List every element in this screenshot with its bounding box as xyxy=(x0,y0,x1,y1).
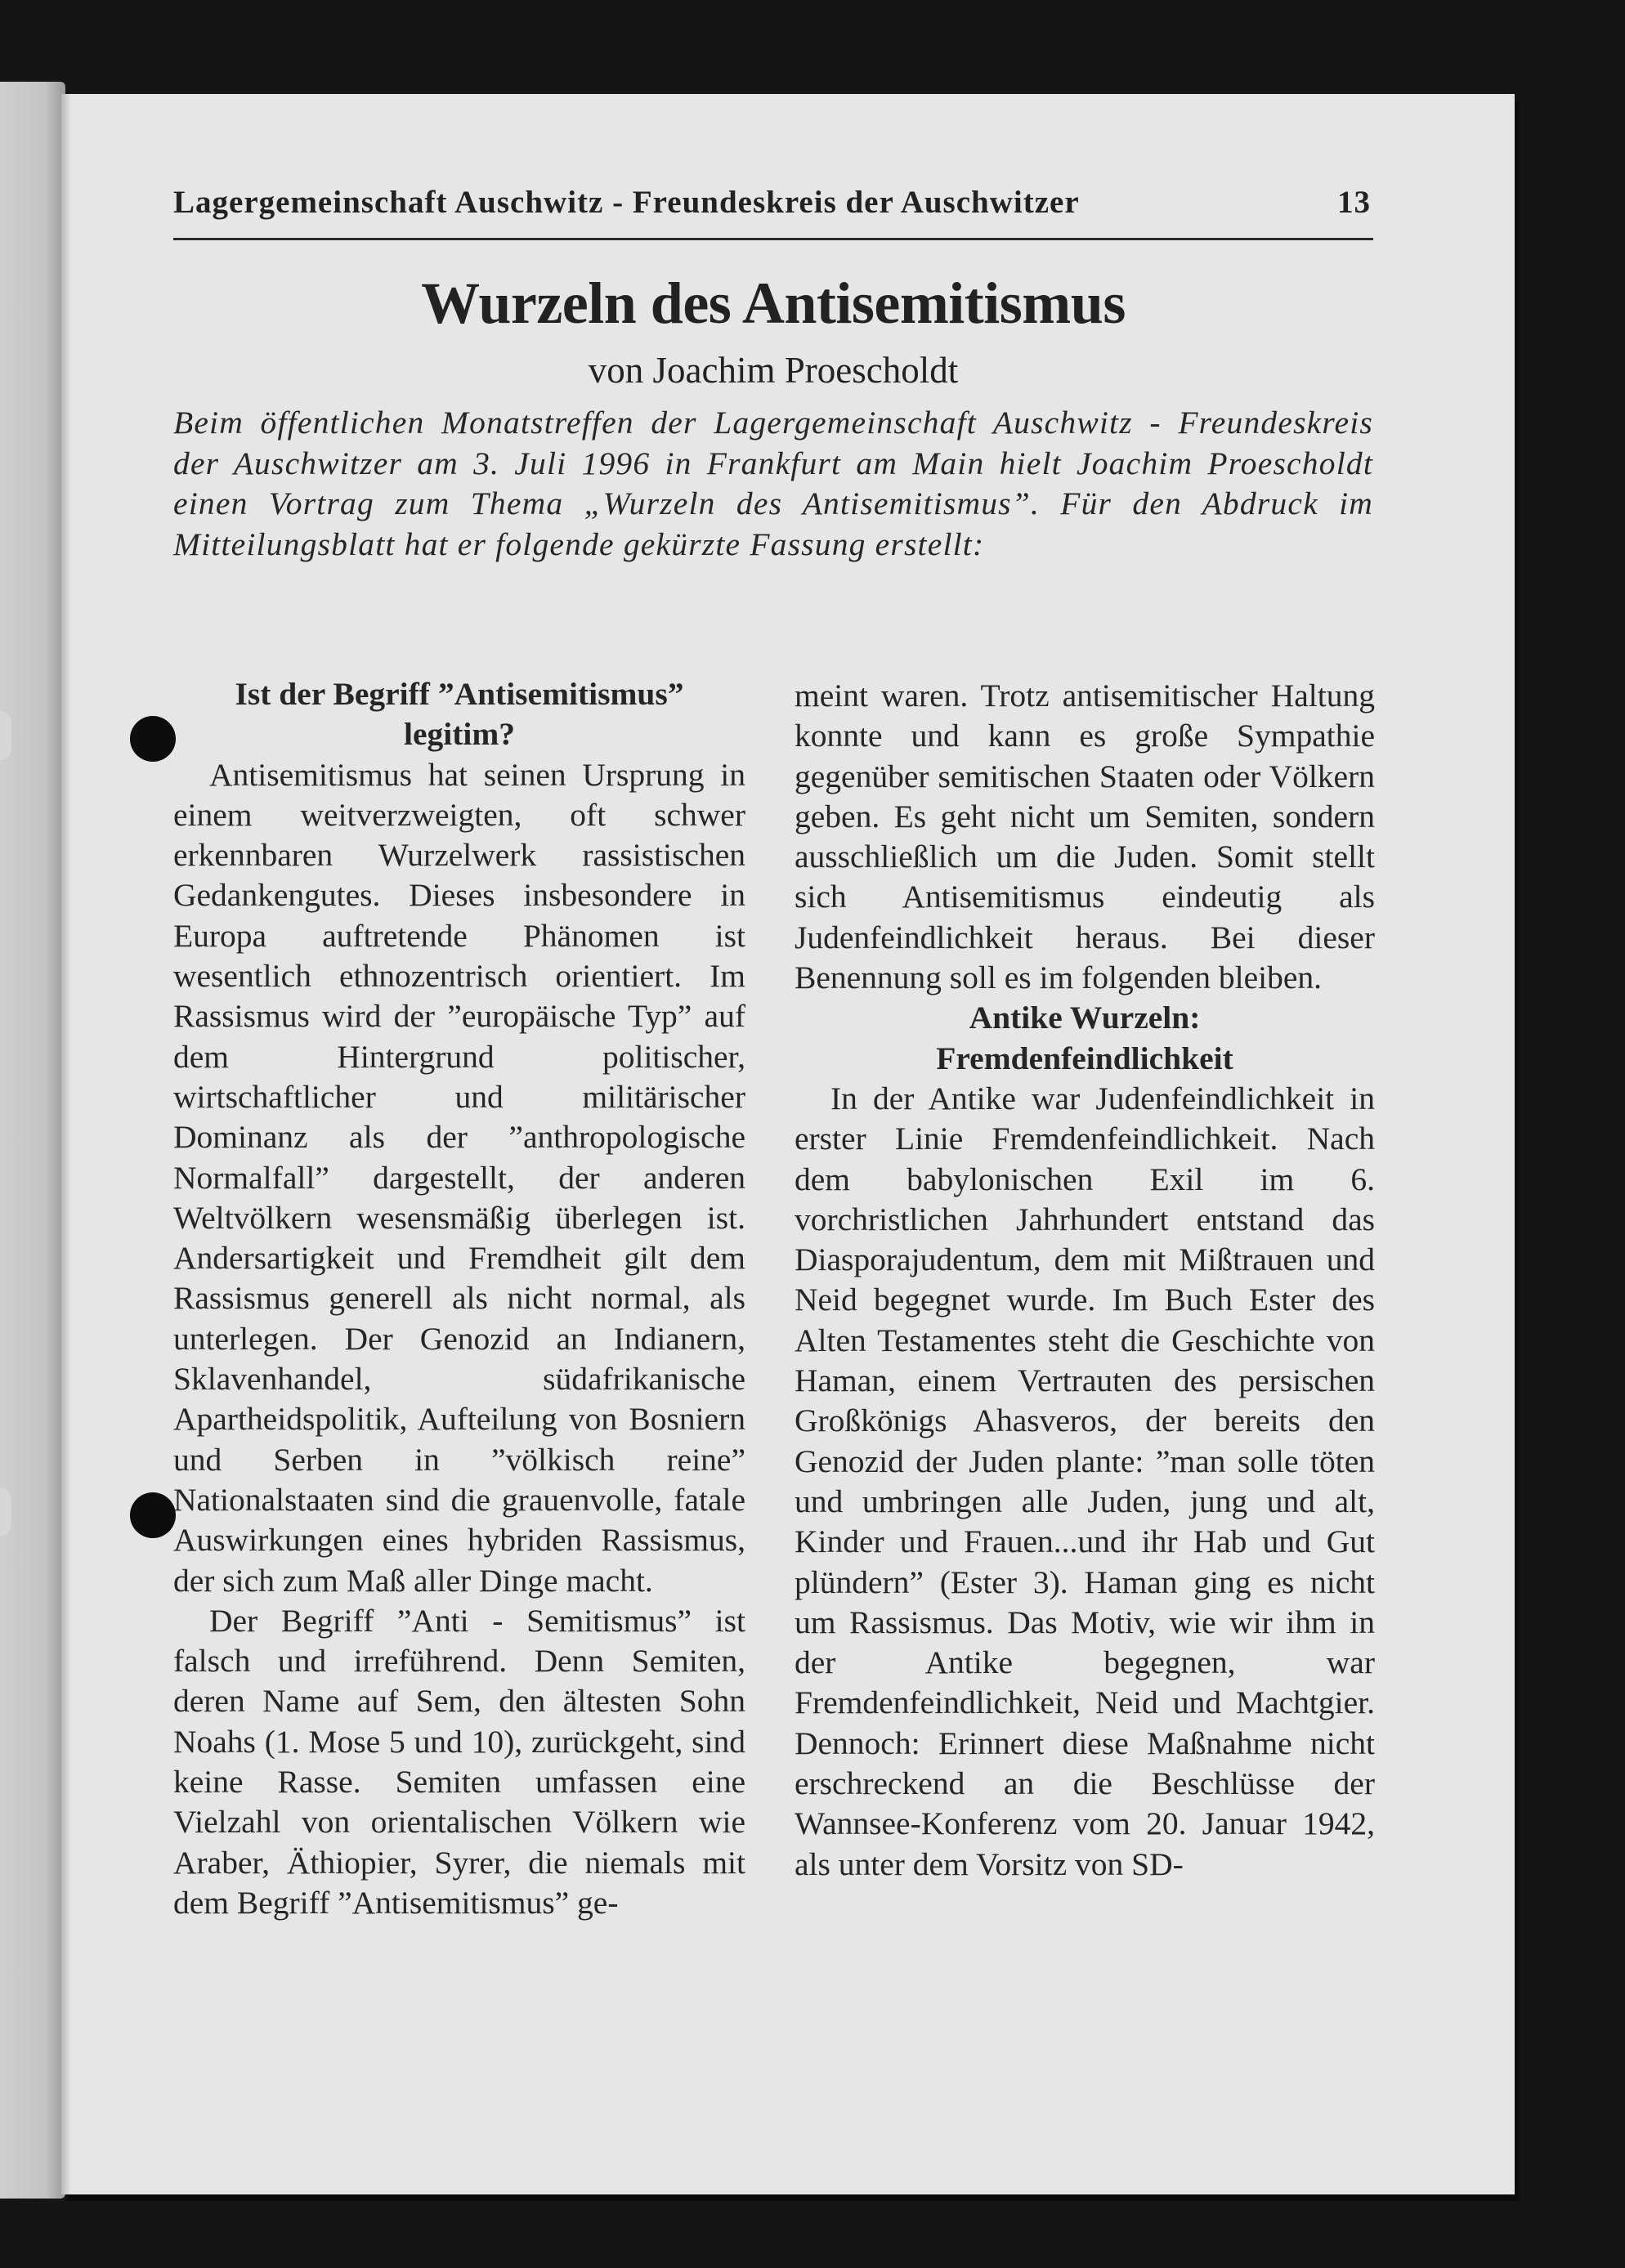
running-header xyxy=(173,184,1371,221)
paragraph: Der Begriff ”Anti - Semitismus” ist falsch und irreführend. Denn Semiten, deren Name auf Sem, den ältesten Sohn Noahs (1. Mose 5 und 10), zurückgeht, sind keine Rasse. Semiten umfassen eine Vielzahl von orientalischen Völkern wie Araber, Äthiopier, Syrer, die niemals mit dem Begriff ”Antisemitismus” ge- xyxy=(173,1602,745,1921)
paragraph: In der Antike war Judenfeindlichkeit in erster Linie Fremdenfeindlichkeit. Nach dem babylonischen Exil im 6. vorchristlichen Jahrhundert entstand das Diasporajudentum, dem mit Mißtrauen und Neid begegnet wurde. Im Buch Ester des Alten Testamentes steht die Geschichte von Haman, einem Vertrauten des persischen Großkönigs Ahasveros, der bereits den Genozid der Juden plante: ”man solle töten und umbringen alle Juden, jung und alt, Kinder und Frauen...und ihr Hab und Gut plündern” (Ester 3). Haman ging es nicht um Rassismus. Das Motiv, wie wir ihm in der Antike begegnen, war Fremdenfeindlichkeit, Neid und Machtgier. Dennoch: Erinnert diese Maßnahme nicht erschreckend an die Beschlüsse der Wannsee-Konferenz vom 20. Januar 1942, als unter dem Vorsitz von SD- xyxy=(795,1080,1375,1882)
section-heading-line: legitim? xyxy=(403,716,515,753)
paragraph: meint waren. Trotz antisemitischer Haltung konnte und kann es große Sympathie gegenüber semitischen Staaten oder Völkern geben. Es geht nicht um Semiten, sondern ausschließlich um die Juden. Somit stellt sich Antisemitismus eindeutig als Judenfeindlichkeit heraus. Bei dieser Benennung soll es im folgenden bleiben. xyxy=(795,678,1375,996)
article-title: Wurzeln des Antisemitismus xyxy=(421,271,1126,336)
article-intro: Beim öffentlichen Monatstreffen der Lagergemeinschaft Auschwitz - Freundeskreis der Auschwitzer am 3. Juli 1996 in Frankfurt am Main hielt Joachim Proescholdt einen Vortrag zum Thema „Wurzeln des Antisemitismus”. Für den Abdruck im Mitteilungsblatt hat er folgende gekürzte Fassung erstellt: xyxy=(173,405,1373,562)
previous-page-edge xyxy=(0,82,65,2199)
section-heading-line: Fremdenfeindlichkeit xyxy=(936,1040,1233,1076)
binder-ring xyxy=(0,1487,11,1537)
punch-hole xyxy=(130,1492,176,1538)
section-heading-line: Ist der Begriff ”Antisemitismus” xyxy=(235,676,684,712)
running-title: Lagergemeinschaft Auschwitz - Freundeskreis der Auschwitzer xyxy=(173,185,1080,220)
page-gutter-shadow xyxy=(61,94,71,2194)
article-author: von Joachim Proescholdt xyxy=(588,350,959,391)
right-column xyxy=(795,676,1375,1885)
binder-ring xyxy=(0,711,11,760)
document-page xyxy=(61,94,1515,2194)
left-column xyxy=(173,674,745,1923)
page-number: 13 xyxy=(1337,185,1371,220)
section-heading-line: Antike Wurzeln: xyxy=(969,1000,1201,1036)
paragraph: Antisemitismus hat seinen Ursprung in einem weitverzweigten, oft schwer erkennbaren Wurzelwerk rassistischen Gedankengutes. Dieses insbesondere in Europa auftretende Phänomen ist wesentlich ethnozentrisch orientiert. Im Rassismus wird der ”europäische Typ” auf dem Hintergrund politischer, wirtschaftlicher und militärischer Dominanz als der ”anthropologische Normalfall” dargestellt, der anderen Weltvölkern wesensmäßig überlegen ist. Andersartigkeit und Fremdheit gilt dem Rassismus generell als nicht normal, als unterlegen. Der Genozid an Indianern, Sklavenhandel, südafrikanische Apartheidspolitik, Aufteilung von Bosniern und Serben in ”völkisch reine” Nationalstaaten sind die grauenvolle, fatale Auswirkungen eines hybriden Rassismus, der sich zum Maß aller Dinge macht. xyxy=(173,756,745,1599)
header-rule xyxy=(173,238,1373,240)
punch-hole xyxy=(130,716,176,762)
